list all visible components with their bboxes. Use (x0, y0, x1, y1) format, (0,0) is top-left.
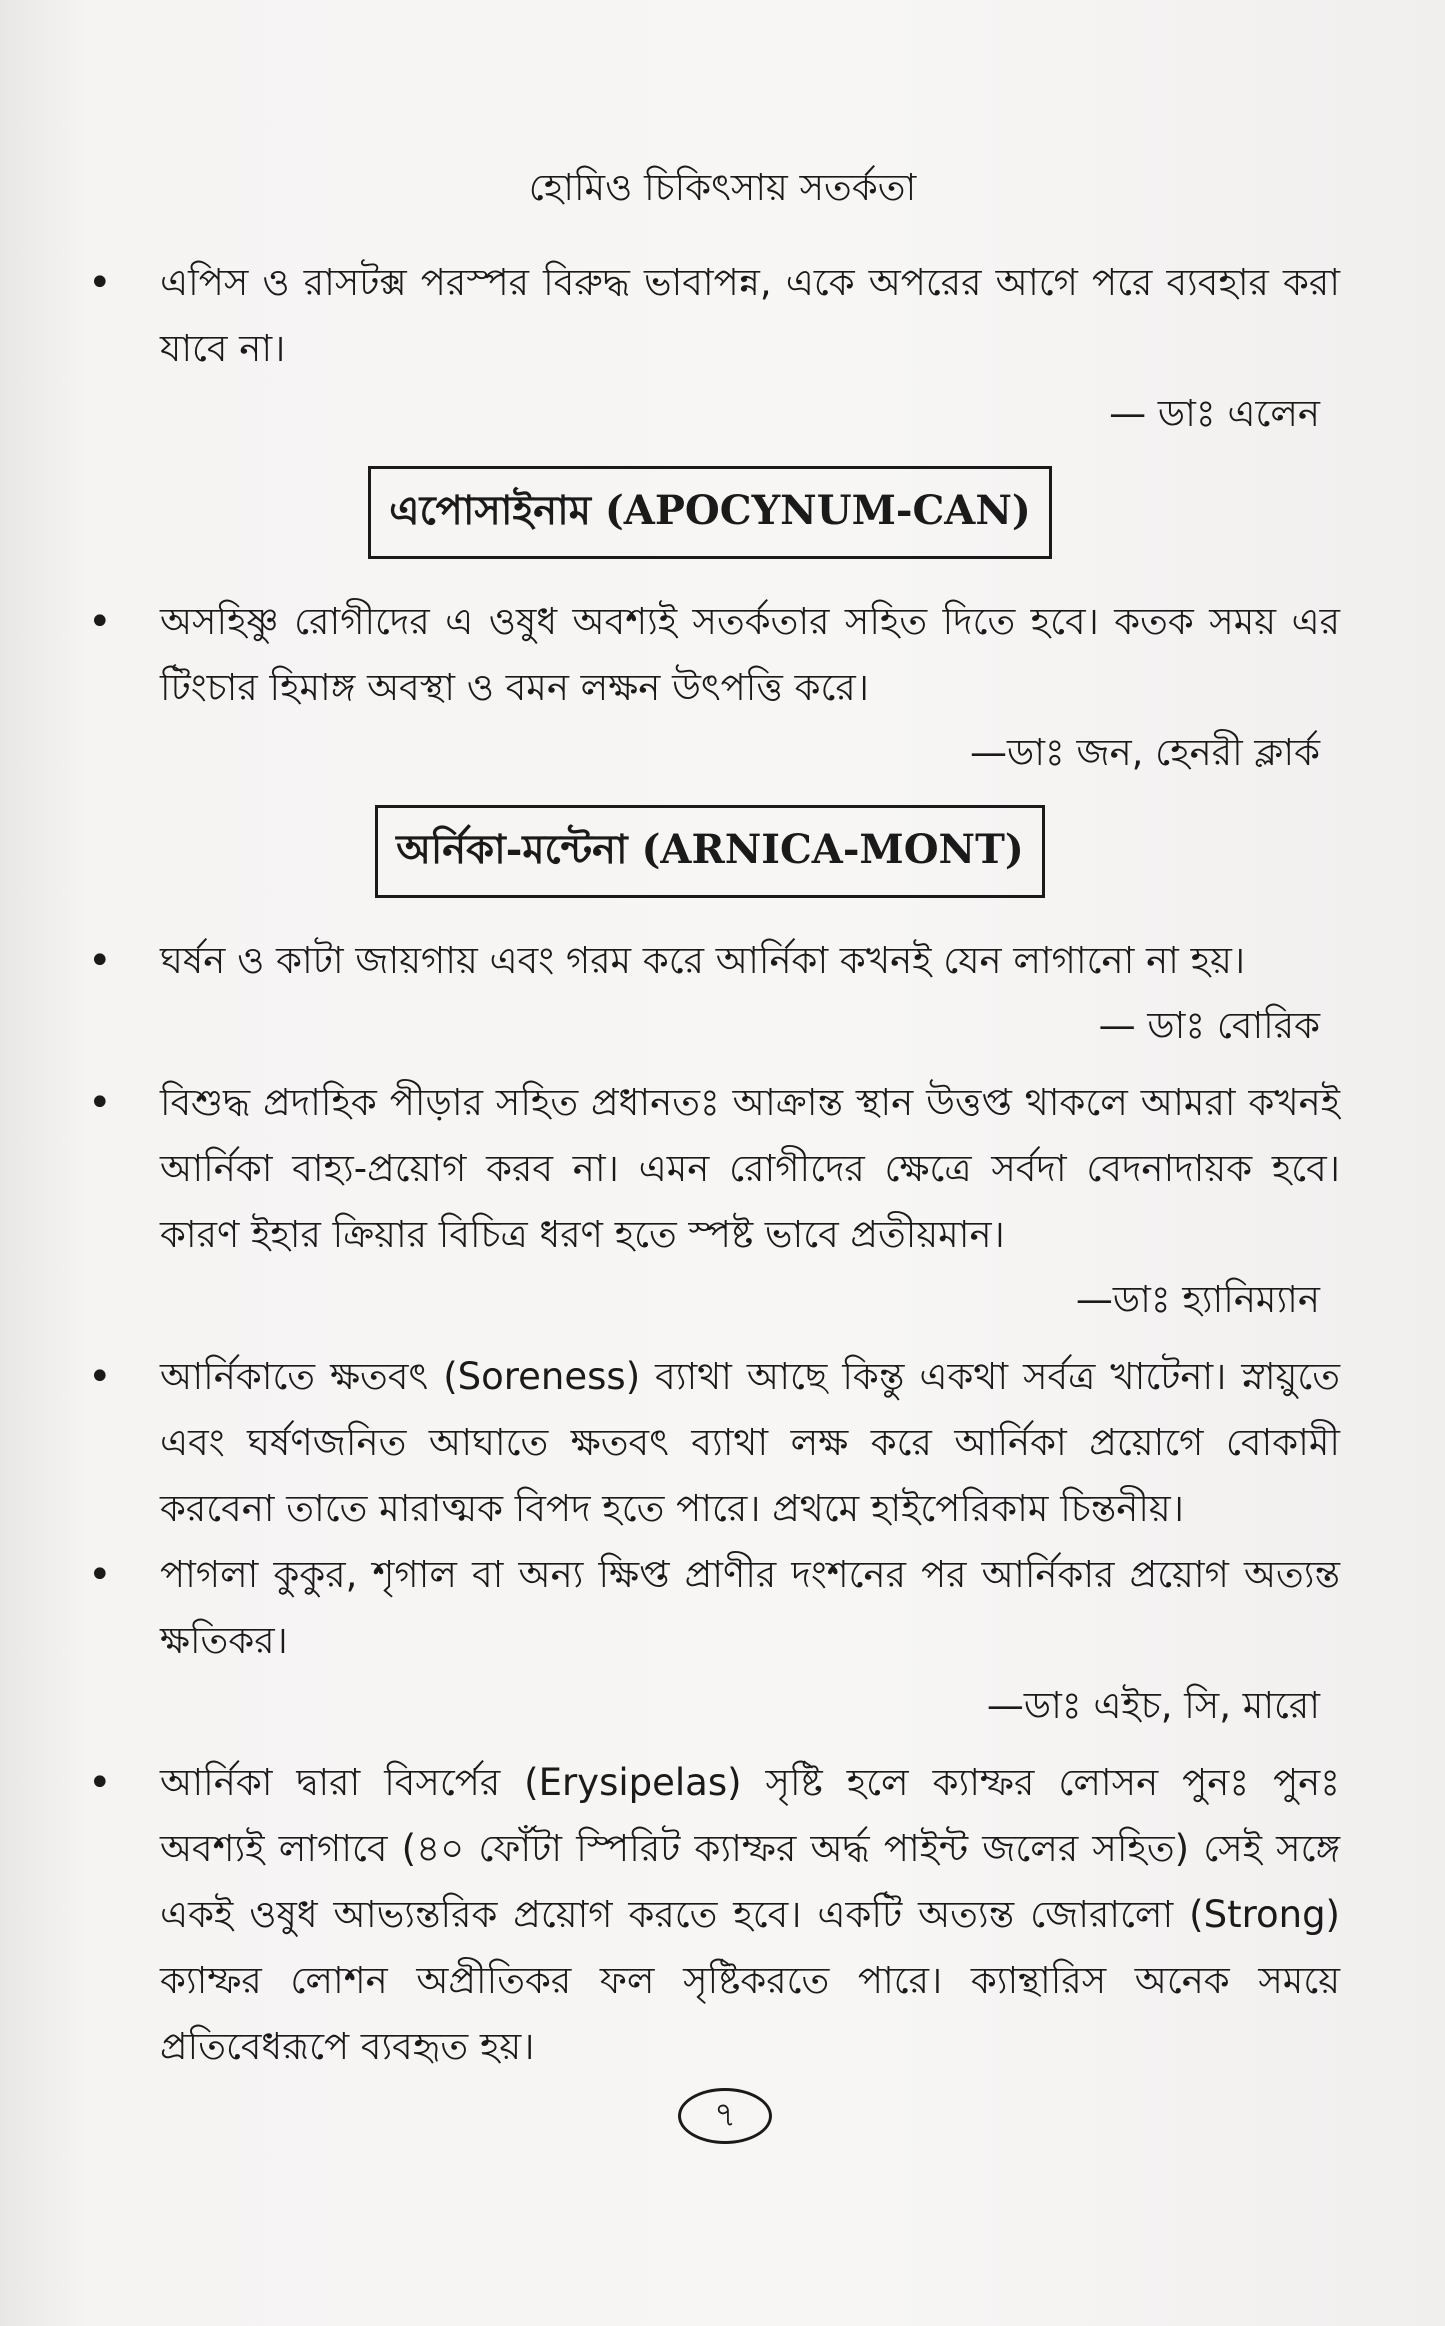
bullet-icon: • (88, 260, 112, 306)
bullet-icon: • (88, 1760, 112, 1806)
bullet-icon: • (88, 1354, 112, 1400)
bullet-paragraph (80, 1542, 1340, 1674)
bullet-icon: • (88, 599, 112, 645)
running-head: হোমিও চিকিৎসায় সতর্কতা (528, 166, 917, 209)
bullet-paragraph (80, 1344, 1340, 1542)
paragraph-text: বিশুদ্ধ প্রদাহিক পীড়ার সহিত প্রধানতঃ আক্রান্ত স্থান উত্তপ্ত থাকলে আমরা কখনই আর্নিকা বাহ্য-প্রয়োগ করব না। এমন রোগীদের ক্ষেত্রে সর্বদা বেদনাদায়ক হবে। কারণ ইহার ক্রিয়ার বিচিত্র ধরণ হতে স্পষ্ট ভাবে প্রতীয়মান। (160, 1081, 1340, 1256)
page-number: ৭ (678, 2088, 772, 2144)
bullet-paragraph (80, 250, 1340, 382)
bullet-icon: • (88, 1080, 112, 1126)
bullet-paragraph (80, 928, 1340, 994)
author-attribution: —ডাঃ হ্যানিম্যান (1075, 1278, 1320, 1321)
paragraph-text: আর্নিকা দ্বারা বিসর্পের (Erysipelas) সৃষ্টি হলে ক্যাম্ফর লোসন পুনঃ পুনঃ অবশ্যই লাগাবে (৪০ ফোঁটা স্পিরিট ক্যাম্ফর অর্দ্ধ পাইন্ট জলের সহিত) সেই সঙ্গে একই ওষুধ আভ্যন্তরিক প্রয়োগ করতে হবে। একটি অত্যন্ত জোরালো (Strong) ক্যাম্ফর লোশন অপ্রীতিকর ফল সৃষ্টিকরতে পারে। ক্যান্থারিস অনেক সময়ে প্রতিবেধরূপে ব্যবহৃত হয়। (160, 1761, 1340, 2068)
bullet-paragraph (80, 1750, 1340, 2080)
remedy-heading (80, 466, 1340, 559)
paragraph-text: আর্নিকাতে ক্ষতবৎ (Soreness) ব্যাথা আছে কিন্তু একথা সর্বত্র খাটেনা। স্নায়ুতে এবং ঘর্ষণজনিত আঘাতে ক্ষতবৎ ব্যাথা লক্ষ করে আর্নিকা প্রয়োগে বোকামী করবেনা তাতে মারাত্মক বিপদ হতে পারে। প্রথমে হাইপেরিকাম চিন্তনীয়। (160, 1355, 1340, 1530)
remedy-heading-box: অর্নিকা-মন্টেনা (ARNICA-MONT) (375, 805, 1045, 898)
bullet-icon: • (88, 938, 112, 984)
author-attribution: — ডাঃ এলেন (1109, 392, 1320, 435)
paragraph-text: ঘর্ষন ও কাটা জায়গায় এবং গরম করে আর্নিকা কখনই যেন লাগানো না হয়। (160, 939, 1246, 982)
paragraph-text: এপিস ও রাসটক্স পরস্পর বিরুদ্ধ ভাবাপন্ন, একে অপরের আগে পরে ব্যবহার করা যাবে না। (160, 261, 1340, 370)
remedy-heading-box: এপোসাইনাম (APOCYNUM-CAN) (368, 466, 1052, 559)
author-attribution: —ডাঃ এইচ, সি, মারো (986, 1684, 1320, 1727)
bullet-paragraph (80, 589, 1340, 721)
author-attribution: —ডাঃ জন, হেনরী ক্লার্ক (970, 731, 1320, 774)
paragraph-text: অসহিষ্ণু রোগীদের এ ওষুধ অবশ্যই সতর্কতার সহিত দিতে হবে। কতক সময় এর টিংচার হিমাঙ্গ অবস্থা ও বমন লক্ষন উৎপত্তি করে। (160, 600, 1340, 709)
bullet-icon: • (88, 1552, 112, 1598)
author-attribution: — ডাঃ বোরিক (1098, 1004, 1320, 1047)
page-content (80, 250, 1340, 2080)
paragraph-text: পাগলা কুকুর, শৃগাল বা অন্য ক্ষিপ্ত প্রাণীর দংশনের পর আর্নিকার প্রয়োগ অত্যন্ত ক্ষতিকর। (160, 1553, 1340, 1662)
bullet-paragraph (80, 1070, 1340, 1268)
remedy-heading (80, 805, 1340, 898)
